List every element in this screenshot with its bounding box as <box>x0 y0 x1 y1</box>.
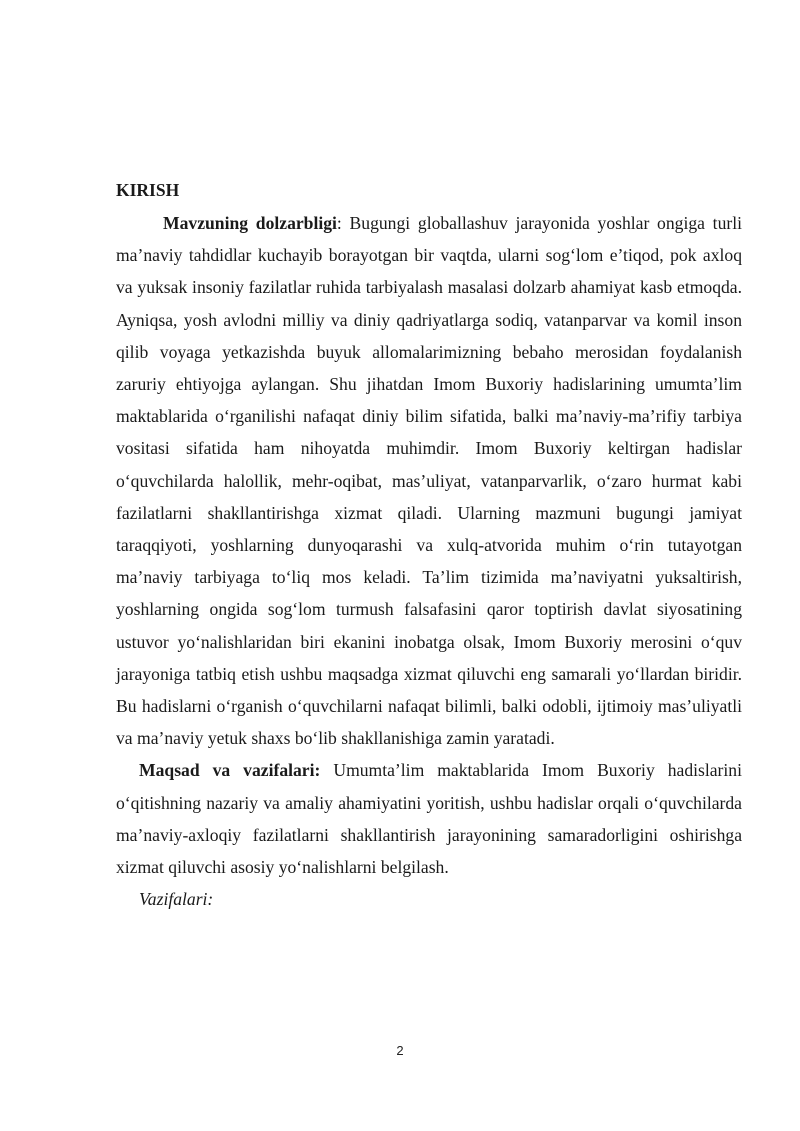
relevance-label: Mavzuning dolzarbligi <box>163 213 337 233</box>
page-content <box>116 176 742 915</box>
goals-text: Umumta’lim maktablarida Imom Buxoriy hadislarini o‘qitishning nazariy va amaliy ahamiyatini yoritish, ushbu hadislar orqali o‘quvchilarda ma’naviy-axloqiy fazilatlarni shakllantirish jarayonining samaradorligini oshirishga xizmat qiluvchi asosiy yo‘nalishlarni belgilash. <box>116 760 742 878</box>
goals-label: Maqsad va vazifalari: <box>139 760 321 781</box>
section-heading: KIRISH <box>116 180 180 200</box>
relevance-text: : Bugungi globallashuv jarayonida yoshlar ongiga turli ma’naviy tahdidlar kuchayib borayotgan bir vaqtda, ularni sog‘lom e’tiqod, pok axloq va yuksak insoniy fazilatlar ruhida tarbiyalash masalasi dolzarb ahamiyat kasb etmoqda. Ayniqsa, yosh avlodni milliy va diniy qadriyatlarga sodiq, vatanparvar va komil inson qilib voyaga yetkazishda buyuk allomalarimizning bebaho merosidan foydalanish zaruriy ehtiyojga aylangan. Shu jihatdan Imom Buxoriy hadislarining umumta’lim maktablarida o‘rganilishi nafaqat diniy bilim sifatida, balki ma’naviy-ma’rifiy tarbiya vositasi sifatida ham nihoyatda muhimdir. Imom Buxoriy keltirgan hadislar o‘quvchilarda halollik, mehr-oqibat, mas’uliyat, vatanparvarlik, o‘zaro hurmat kabi fazilatlarni shakllantirishga xizmat qiladi. Ularning mazmuni bugungi jamiyat taraqqiyoti, yoshlarning dunyoqarashi va xulq-atvorida muhim o‘rin tutayotgan ma’naviy tarbiyaga to‘liq mos keladi. Ta’lim tizimida ma’naviyatni yuksaltirish, yoshlarning ongida sog‘lom turmush falsafasini qaror toptirish davlat siyosatining ustuvor yo‘nalishlaridan biri ekanini inobatga olsak, Imom Buxoriy merosini o‘quv jarayoniga tatbiq etish ushbu maqsadga xizmat qiluvchi eng samarali yo‘llardan biridir. Bu hadislarni o‘rganish o‘quvchilarni nafaqat bilimli, balki odobli, ijtimoiy mas’uliyatli va ma’naviy yetuk shaxs bo‘lib shakllanishiga zamin yaratadi. <box>116 213 743 749</box>
goals-paragraph <box>116 754 742 883</box>
relevance-paragraph <box>116 207 742 754</box>
tasks-label: Vazifalari: <box>139 889 214 910</box>
page-number: 2 <box>396 1043 404 1058</box>
